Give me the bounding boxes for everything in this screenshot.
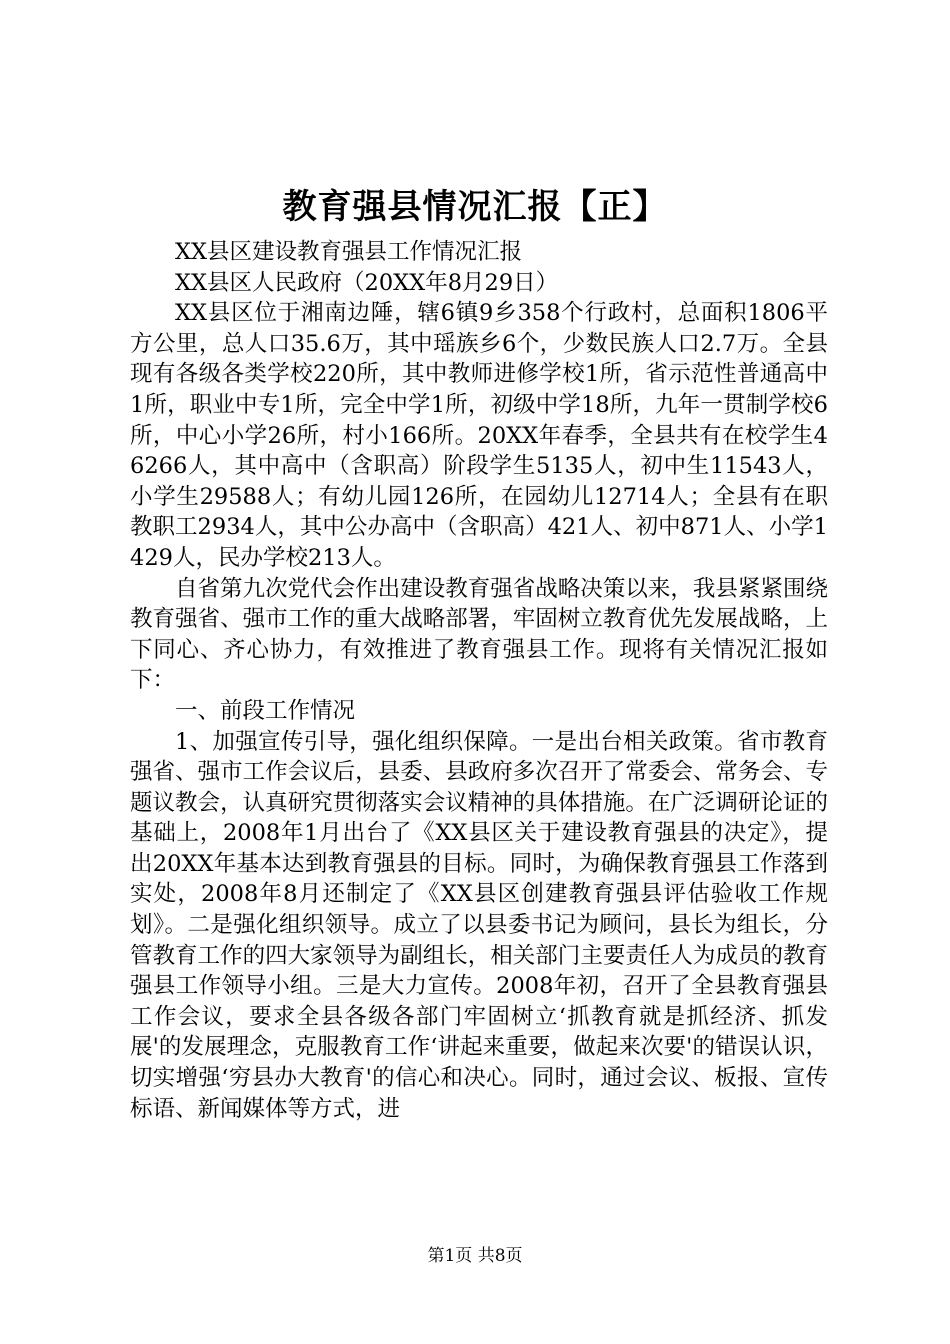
paragraph-county-overview: XX县区位于湘南边陲，辖6镇9乡358个行政村，总面积1806平方公里，总人口35.6万，其中瑶族乡6个，少数民族人口2.7万。全县现有各级各类学校220所，其中教师进修学校1所，省示范性普通高中1所，职业中专1所，完全中学1所，初级中学18所，九年一贯制学校6所，中心小学26所，村小166所。20XX年春季，全县共有在校学生46266人，其中高中（含职高）阶段学生5135人，初中生11543人，小学生29588人；有幼儿园126所，在园幼儿12714人；全县有在职教职工2934人，其中公办高中（含职高）421人、初中871人、小学1429人，民办学校213人。 — [130, 300, 828, 571]
document-body — [130, 237, 828, 1124]
paragraph-section-1-item-1: 1、加强宣传引导，强化组织保障。一是出台相关政策。省市教育强省、强市工作会议后，县委、县政府多次召开了常委会、常务会、专题议教会，认真研究贯彻落实会议精神的具体措施。在广泛调研论证的基础上，2008年1月出台了《XX县区关于建设教育强县的决定》，提出20XX年基本达到教育强县的目标。同时，为确保教育强县工作落到实处，2008年8月还制定了《XX县区创建教育强县评估验收工作规划》。二是强化组织领导。成立了以县委书记为顾问，县长为组长，分管教育工作的四大家领导为副组长，相关部门主要责任人为成员的教育强县工作领导小组。三是大力宣传。2008年初，召开了全县教育强县工作会议，要求全县各级各部门牢固树立‘抓教育就是抓经济、抓发展'的发展理念，克服教育工作‘讲起来重要，做起来次要'的错误认识，切实增强‘穷县办大教育'的信心和决心。同时，通过会议、板报、宣传标语、新闻媒体等方式，进 — [130, 728, 828, 1122]
paragraph-heading-report: XX县区建设教育强县工作情况汇报 — [175, 239, 523, 265]
paragraph-issuer-date: XX县区人民政府（20XX年8月29日） — [175, 269, 559, 296]
document-title: 教育强县情况汇报【正】 — [282, 187, 668, 227]
page-number-footer: 第1页 共8页 — [427, 1246, 523, 1266]
section-heading-1: 一、前段工作情况 — [175, 697, 356, 724]
paragraph-introduction: 自省第九次党代会作出建设教育强省战略决策以来，我县紧紧围绕教育强省、强市工作的重大战略部署，牢固树立教育优先发展战略，上下同心、齐心协力，有效推进了教育强县工作。现将有关情况汇报如下： — [130, 575, 828, 694]
